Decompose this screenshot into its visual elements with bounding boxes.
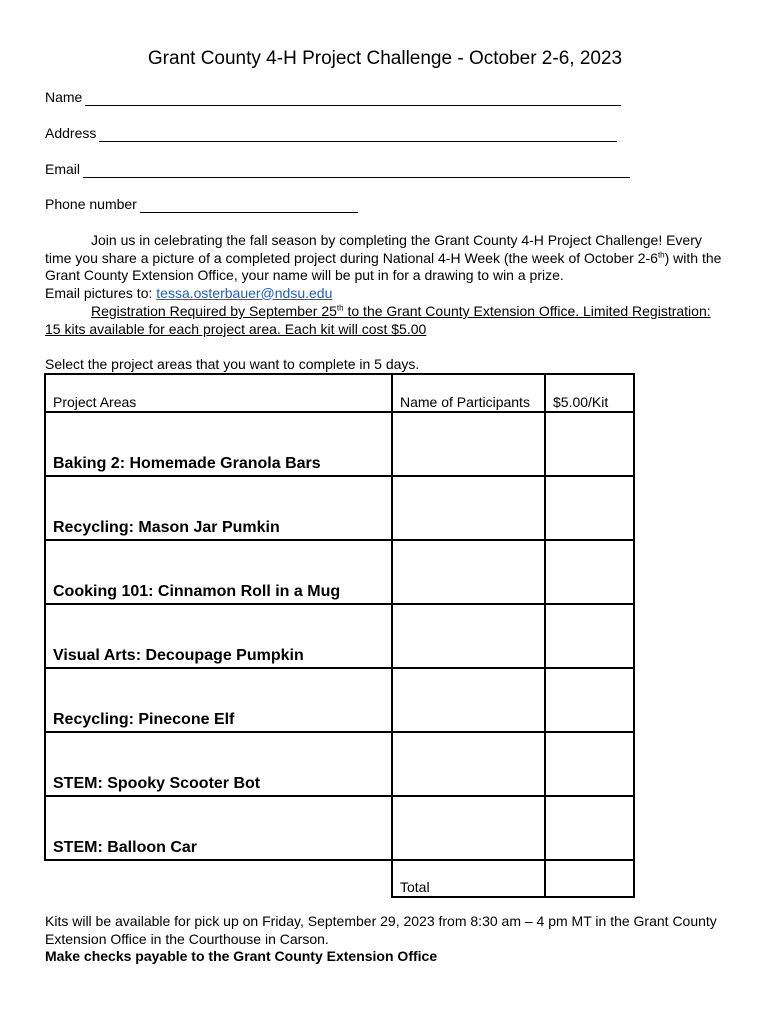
project-area-cell: STEM: Balloon Car [45, 796, 392, 860]
registration-note [45, 303, 727, 338]
phone-label: Phone number [45, 196, 137, 212]
participants-cell[interactable] [392, 668, 545, 732]
address-line[interactable] [99, 127, 617, 142]
project-table [44, 373, 635, 898]
name-field[interactable] [45, 88, 621, 106]
intro-text: Join us in celebrating the fall season by completing the Grant County 4-H Project Challenge! Every time you share a picture of a completed project during National 4-H Week (the week of October 2-6 [45, 232, 702, 266]
kit-cell[interactable] [545, 476, 634, 540]
checks-note: Make checks payable to the Grant County Extension Office [45, 948, 438, 964]
participants-cell[interactable] [392, 732, 545, 796]
project-area-cell: Visual Arts: Decoupage Pumpkin [45, 604, 392, 668]
kit-cell[interactable] [545, 732, 634, 796]
header-price: $5.00/Kit [545, 374, 634, 412]
kit-cell[interactable] [545, 540, 634, 604]
table-row [45, 668, 634, 732]
intro-text-end: ) with the Grant County Extension Office, your name will be put in for a drawing to win a prize. [45, 249, 722, 283]
total-row [45, 860, 634, 897]
project-area-cell: Recycling: Pinecone Elf [45, 668, 392, 732]
table-header-row [45, 374, 634, 412]
table-row [45, 412, 634, 476]
kit-cell[interactable] [545, 796, 634, 860]
reg-text: Registration Required by September 25 [91, 303, 337, 319]
total-label: Total [392, 860, 545, 897]
email-line[interactable] [83, 163, 630, 178]
footer-notes [45, 913, 735, 966]
email-label: Email [45, 161, 81, 177]
email-field[interactable] [45, 160, 630, 178]
email-link[interactable]: tessa.osterbauer@ndsu.edu [156, 284, 333, 301]
project-area-cell: Recycling: Mason Jar Pumkin [45, 476, 392, 540]
phone-field[interactable] [45, 195, 358, 213]
name-label: Name [45, 89, 83, 105]
pickup-info: Kits will be available for pick up on Friday, September 29, 2023 from 8:30 am – 4 pm MT in the Grant County Extension Office in the Courthouse in Carson. [45, 913, 717, 947]
kit-cell[interactable] [545, 412, 634, 476]
table-row [45, 796, 634, 860]
project-area-cell: STEM: Spooky Scooter Bot [45, 732, 392, 796]
participants-cell[interactable] [392, 412, 545, 476]
address-label: Address [45, 125, 97, 141]
table-row [45, 732, 634, 796]
table-row [45, 476, 634, 540]
total-spacer [45, 860, 392, 897]
participants-cell[interactable] [392, 796, 545, 860]
participants-cell[interactable] [392, 604, 545, 668]
header-participants: Name of Participants [392, 374, 545, 412]
participants-cell[interactable] [392, 476, 545, 540]
email-prefix: Email pictures to: [45, 284, 157, 301]
header-project-areas: Project Areas [45, 374, 392, 412]
address-field[interactable] [45, 124, 617, 142]
reg-sup: th [336, 303, 344, 313]
reg-text-end: to the Grant County Extension Office. Limited Registration: 15 kits available for each project area. Each kit will cost $5.00 [45, 303, 711, 337]
kit-cell[interactable] [545, 604, 634, 668]
intro-sup: th [657, 249, 665, 259]
project-area-cell: Cooking 101: Cinnamon Roll in a Mug [45, 540, 392, 604]
intro-paragraph [45, 232, 727, 302]
page-title: Grant County 4-H Project Challenge - October 2-6, 2023 [147, 48, 623, 69]
phone-line[interactable] [140, 198, 358, 213]
kit-cell[interactable] [545, 668, 634, 732]
select-instructions: Select the project areas that you want to complete in 5 days. [45, 356, 420, 372]
name-line[interactable] [85, 91, 621, 106]
project-area-cell: Baking 2: Homemade Granola Bars [45, 412, 392, 476]
table-row [45, 604, 634, 668]
participants-cell[interactable] [392, 540, 545, 604]
total-cell[interactable] [545, 860, 634, 897]
table-row [45, 540, 634, 604]
